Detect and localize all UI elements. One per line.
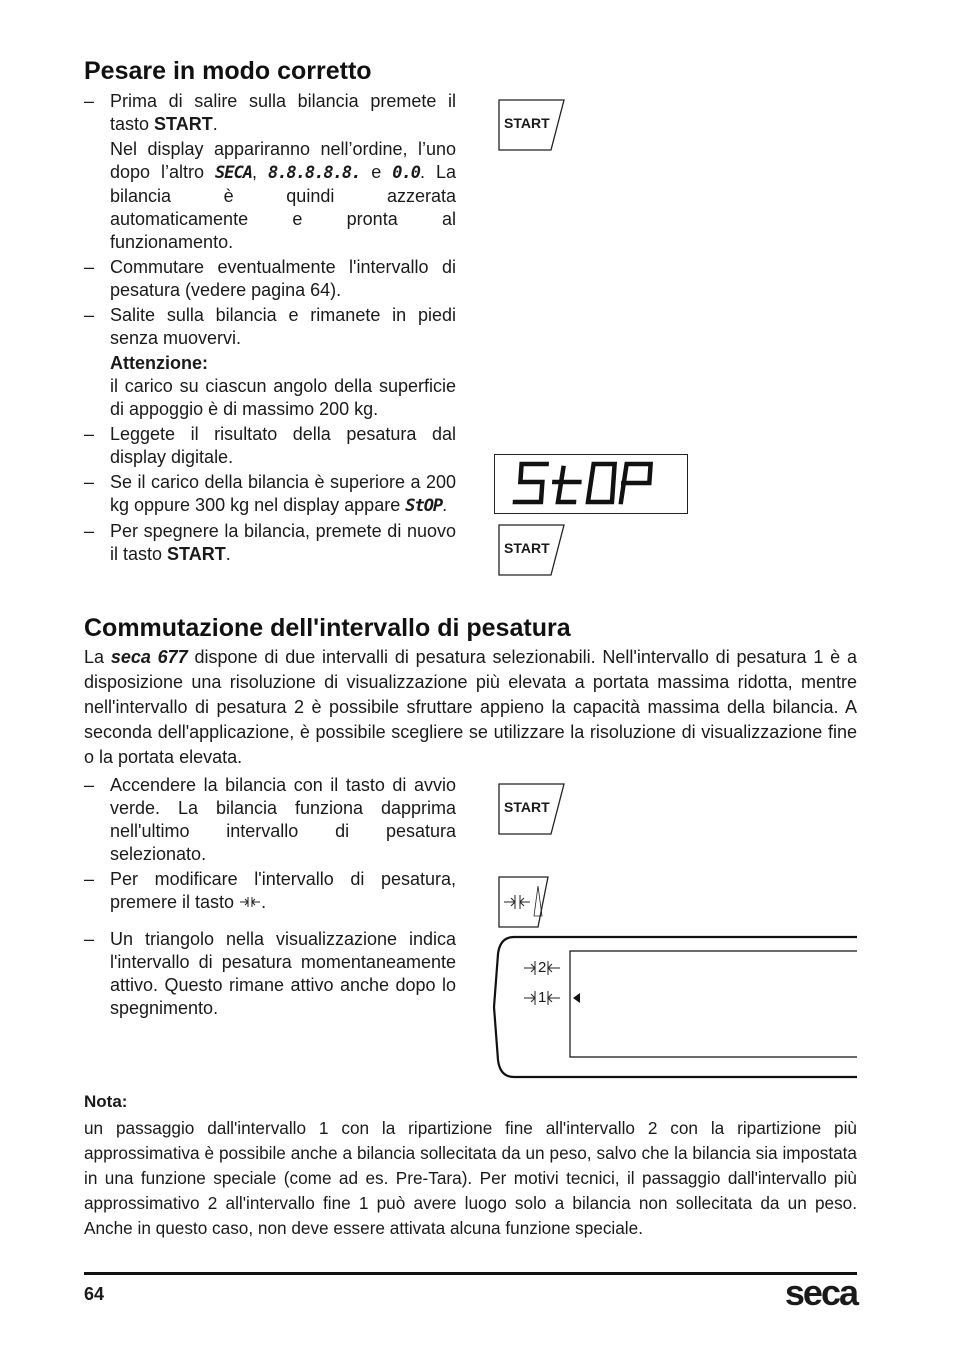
list-item: – Se il carico della bilancia è superiore a 200 kg oppure 300 kg nel display appare StOP.: [84, 472, 456, 516]
start-button-illustration: [498, 783, 568, 835]
range-switch-key-illustration: [498, 876, 550, 928]
attention-label: Attenzione:: [110, 353, 208, 373]
stop-display: [494, 454, 688, 514]
display-seca-text: SECA: [215, 163, 252, 183]
note-text: un passaggio dall'intervallo 1 con la ripartizione fine all'intervallo 2 con la ripartizione più approssimativa è possibile anche a bilancia sollecitata da un peso, salvo che la bilancia sia impostata in una funzione speciale (come ad es. Pre-Tara). Per motivi tecnici, il passaggio dall'intervallo più approssimativo 2 all'intervallo fine 1 può avere luogo solo a bilancia non sollecitata da un peso. Anche in questo caso, non deve essere attivata alcuna funzione speciale.: [84, 1118, 857, 1238]
start-key-ref: START: [154, 114, 213, 134]
start-key-label: START: [504, 115, 550, 131]
brand-model: seca 677: [110, 647, 188, 667]
attention-text: il carico su ciascun angolo della superficie di appoggio è di massimo 200 kg.: [110, 376, 456, 419]
display-test-pattern: 8.8.8.8.8.: [267, 163, 361, 183]
start-key-label: START: [504, 540, 550, 556]
list-item: – Salite sulla bilancia e rimanete in piedi senza muovervi. Attenzione: il carico su ciascun angolo della superficie di appoggio è di massimo 200 kg.: [84, 305, 456, 419]
weighing-instructions: [84, 90, 456, 566]
section-title-range-switch: Commutazione dell'intervallo di pesatura: [84, 614, 571, 642]
range-2-label: 2: [538, 959, 547, 976]
seca-logo: seca: [784, 1272, 857, 1313]
section-title-weighing: Pesare in modo corretto: [84, 57, 372, 85]
range-indicator-display: [492, 934, 857, 1080]
start-key-ref: START: [167, 544, 226, 564]
range-1-label: 1: [538, 989, 547, 1006]
footer-divider: [84, 1272, 857, 1275]
note-label: Nota:: [84, 1092, 128, 1111]
start-key-label: START: [504, 799, 550, 815]
list-item: – Leggete il risultato della pesatura dal display digitale.: [84, 424, 456, 467]
list-item: – Per modificare l'intervallo di pesatura, premere il tasto .: [84, 869, 456, 912]
range-switch-key-icon: [498, 876, 550, 928]
list-item: – Un triangolo nella visualizzazione indica l'intervallo di pesatura momentaneamente attivo. Questo rimane attivo anche dopo lo spegnimento.: [84, 929, 456, 1018]
start-button-illustration: [498, 99, 568, 151]
list-item: – Commutare eventualmente l'intervallo di pesatura (vedere pagina 64).: [84, 257, 456, 300]
active-range-triangle-icon: [573, 993, 580, 1003]
list-item: – Prima di salire sulla bilancia premete il tasto START. Nel display appariranno nell’ordine, l’uno dopo l’altro SECA, 8.8.8.8.8. e 0.0. La bilancia è quindi azzerata automaticamente e pronta al funzionamento.: [84, 91, 456, 252]
display-zero: 0.0: [392, 163, 420, 183]
stop-segment-display-icon: [495, 455, 687, 513]
start-button-illustration: [498, 524, 568, 576]
list-item: – Accendere la bilancia con il tasto di avvio verde. La bilancia funziona dapprima nell'ultimo intervallo di pesatura selezionato.: [84, 775, 456, 864]
display-housing-icon: [492, 934, 857, 1080]
page-number: 64: [84, 1284, 105, 1304]
display-stop-text: StOP: [405, 496, 443, 516]
range-intro: La seca 677 dispone di due intervalli di pesatura selezionabili. Nell'intervallo di pesatura 1 è a disposizione una risoluzione di visualizzazione più elevata a portata massima ridotta, mentre nell'intervallo di pesatura 2 è possibile sfruttare appieno la capacità massima della bilancia. A seconda dell'applicazione, è possibile scegliere se utilizzare la risoluzione di visualizzazione fine o la portata elevata.: [84, 647, 857, 767]
range-instructions: [84, 774, 456, 1020]
list-item: – Per spegnere la bilancia, premete di nuovo il tasto START.: [84, 521, 456, 564]
range-switch-icon: [239, 895, 261, 909]
